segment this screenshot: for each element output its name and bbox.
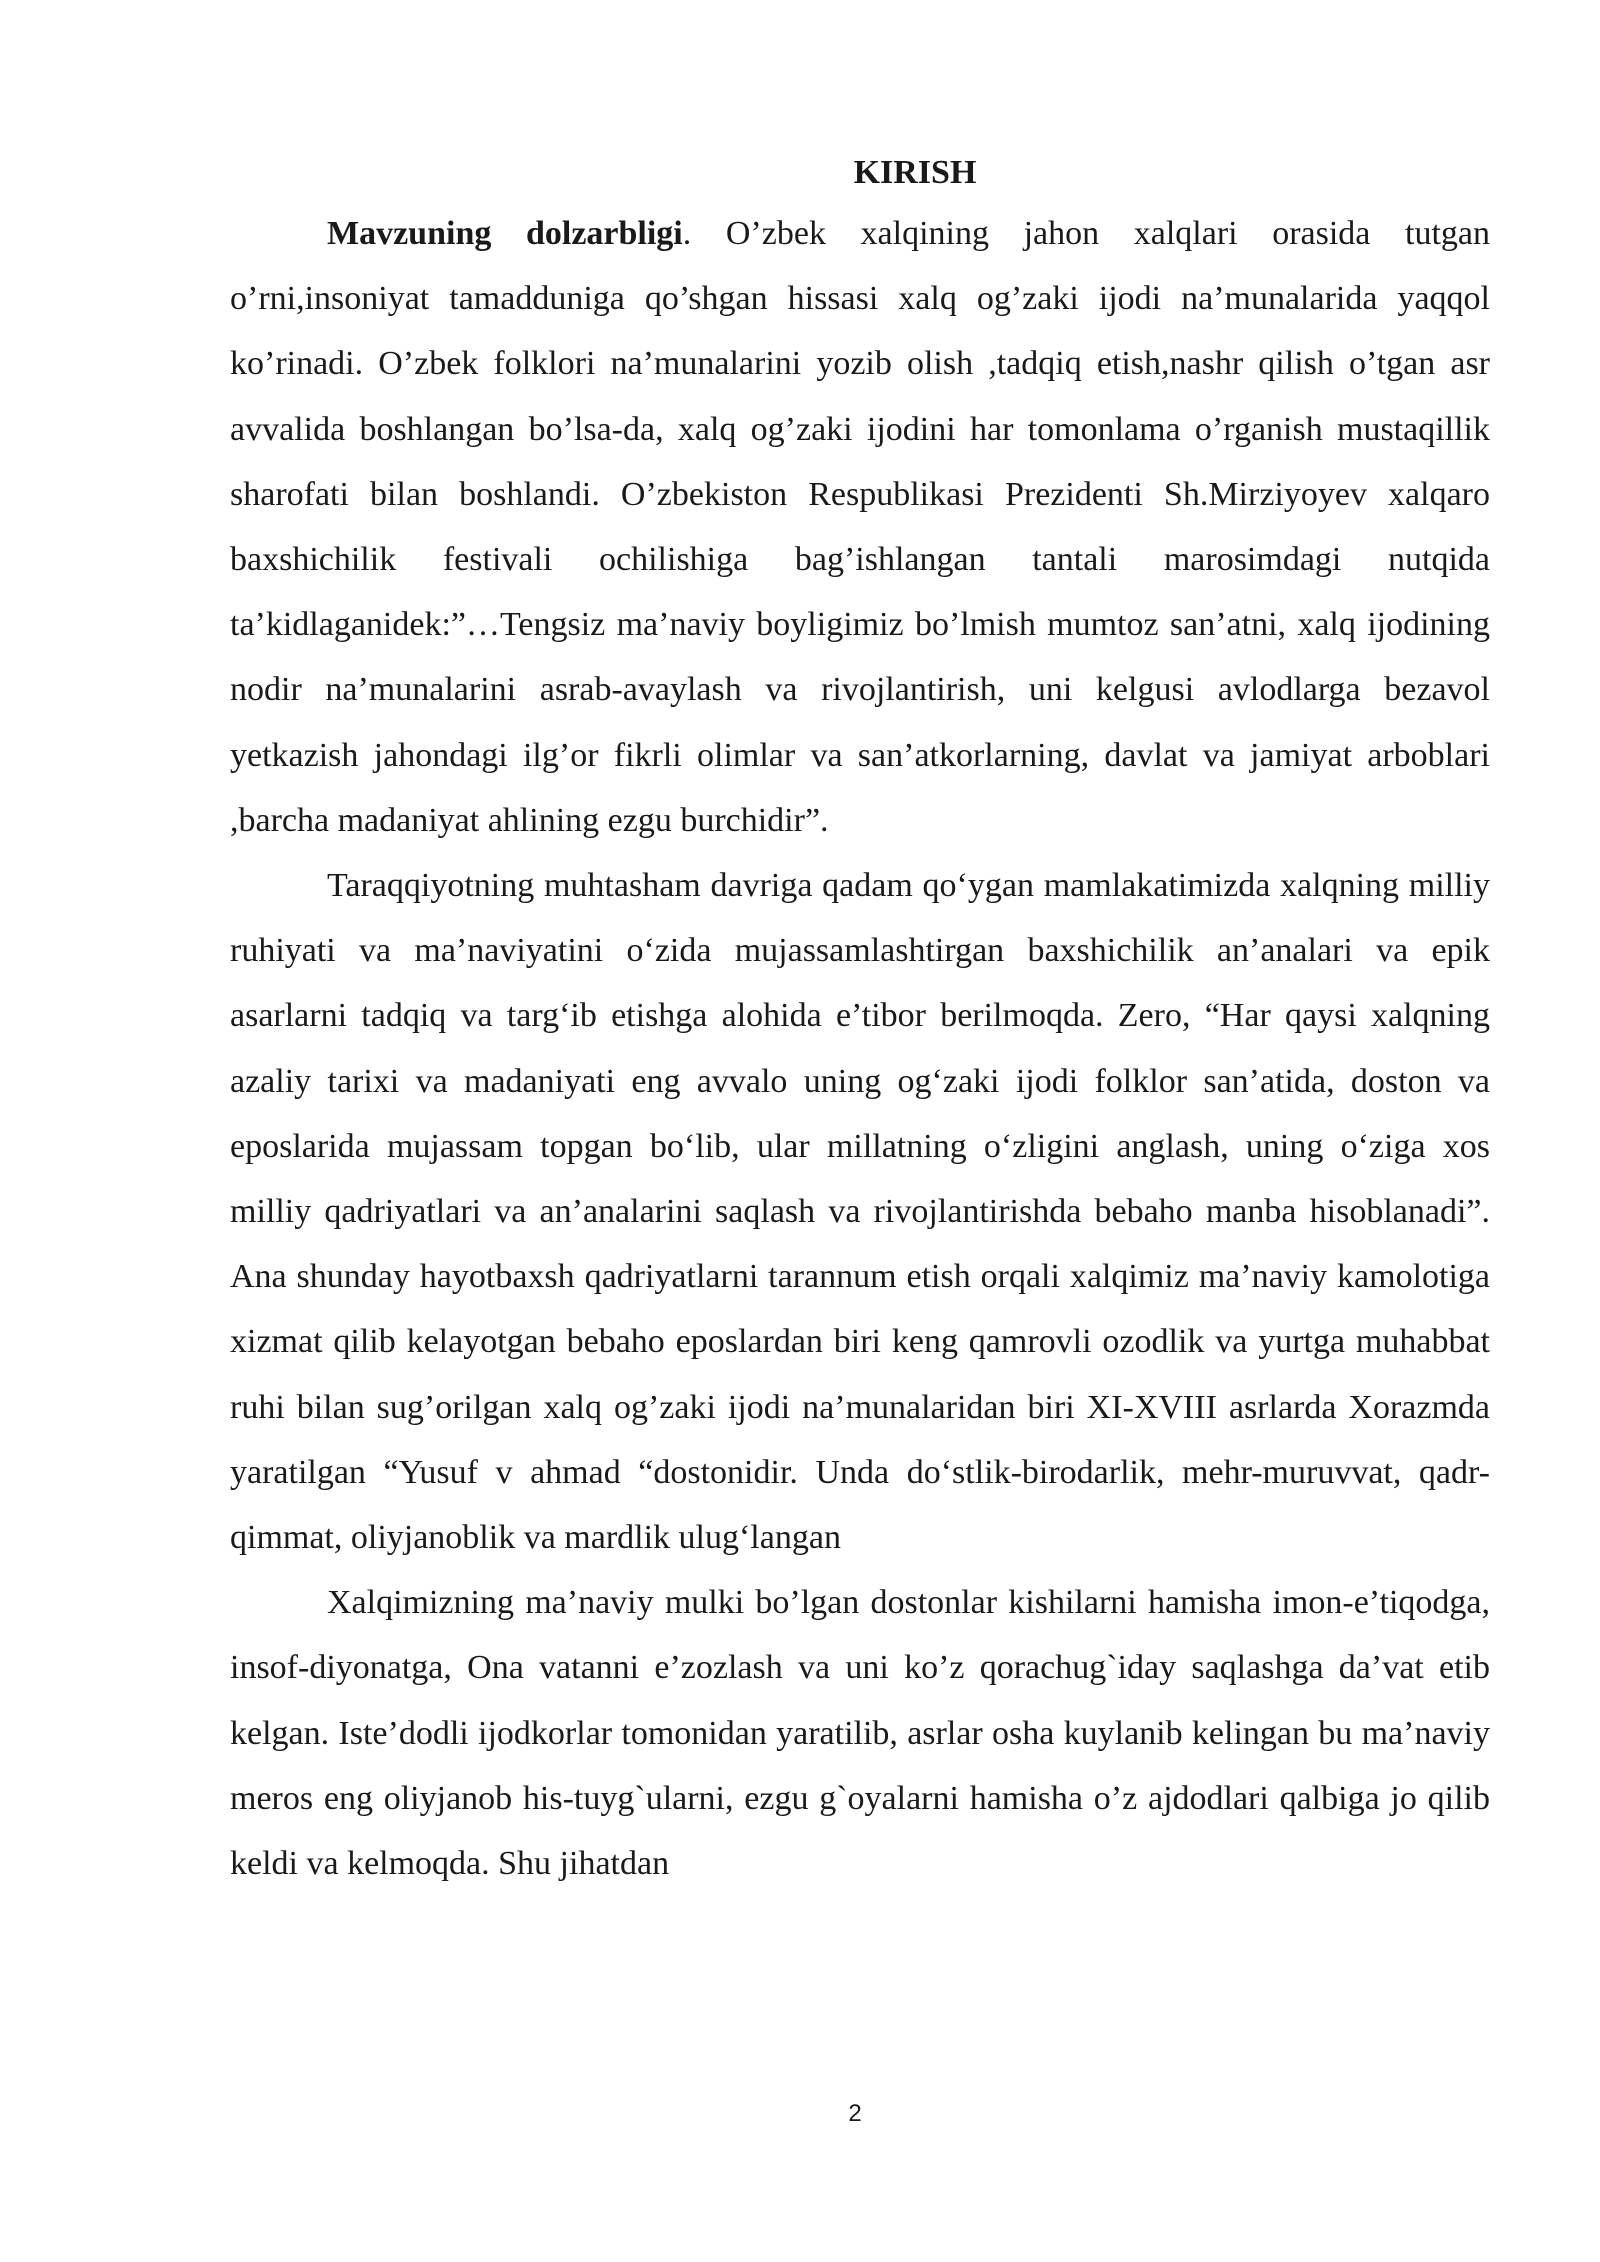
paragraph-lead: Mavzuning dolzarbligi <box>327 215 683 252</box>
paragraph-heritage <box>230 1570 1490 1896</box>
paragraph-development <box>230 853 1490 1570</box>
page-title: KIRISH <box>853 154 977 191</box>
document-body <box>230 145 1490 1896</box>
paragraph-relevance <box>230 201 1490 853</box>
paragraph-text: . O’zbek xalqining jahon xalqlari orasida tutgan o’rni,insoniyat tamadduniga qo’shgan hissasi xalq og’zaki ijodi na’munalarida yaqqol ko’rinadi. O’zbek folklori na’munalarini yozib olish ,tadqiq etish,nashr qilish o’tgan asr avvalida boshlangan bo’lsa-da, xalq og’zaki ijodini har tomonlama o’rganish mustaqillik sharofati bilan boshlandi. O’zbekiston Respublikasi Prezidenti Sh.Mirziyoyev xalqaro baxshichilik festivali ochilishiga bag’ishlangan tantali marosimdagi nutqida ta’kidlaganidek:”…Tengsiz ma’naviy boyligimiz bo’lmish mumtoz san’atni, xalq ijodining nodir na’munalarini asrab-avaylash va rivojlantirish, uni kelgusi avlodlarga bezavol yetkazish jahondagi ilg’or fikrli olimlar va san’atkorlarning, davlat va jamiyat arboblari ,barcha madaniyat ahlining ezgu burchidir”. <box>230 215 1490 839</box>
page-number: 2 <box>848 2100 862 2127</box>
paragraph-text: Xalqimizning ma’naviy mulki bo’lgan dostonlar kishilarni hamisha imon-e’tiqodga, insof-diyonatga, Ona vatanni e’zozlash va uni ko’z qorachug`iday saqlashga da’vat etib kelgan. Iste’dodli ijodkorlar tomonidan yaratilib, asrlar osha kuylanib kelingan bu ma’naviy meros eng oliyjanob his-tuyg`ularni, ezgu g`oyalarni hamisha o’z ajdodlari qalbiga jo qilib keldi va kelmoqda. Shu jihatdan <box>230 1584 1490 1883</box>
paragraph-text: Taraqqiyotning muhtasham davriga qadam qo‘ygan mamlakatimizda xalqning milliy ruhiyati va ma’naviyatini o‘zida mujassamlashtirgan baxshichilik an’analari va epik asarlarni tadqiq va targ‘ib etishga alohida e’tibor berilmoqda. Zero, “Har qaysi xalqning azaliy tarixi va madaniyati eng avvalo uning og‘zaki ijodi folklor san’atida, doston va eposlarida mujassam topgan bo‘lib, ular millatning o‘zligini anglash, uning o‘ziga xos milliy qadriyatlari va an’analarini saqlash va rivojlantirishda bebaho manba hisoblanadi”. Ana shunday hayotbaxsh qadriyatlarni tarannum etish orqali xalqimiz ma’naviy kamolotiga xizmat qilib kelayotgan bebaho eposlardan biri keng qamrovli ozodlik va yurtga muhabbat ruhi bilan sug’orilgan xalq og’zaki ijodi na’munalaridan biri XI-XVIII asrlarda Xorazmda yaratilgan “Yusuf v ahmad “dostonidir. Unda do‘stlik-birodarlik, mehr-muruvvat, qadr-qimmat, oliyjanoblik va mardlik ulug‘langan <box>230 867 1490 1557</box>
